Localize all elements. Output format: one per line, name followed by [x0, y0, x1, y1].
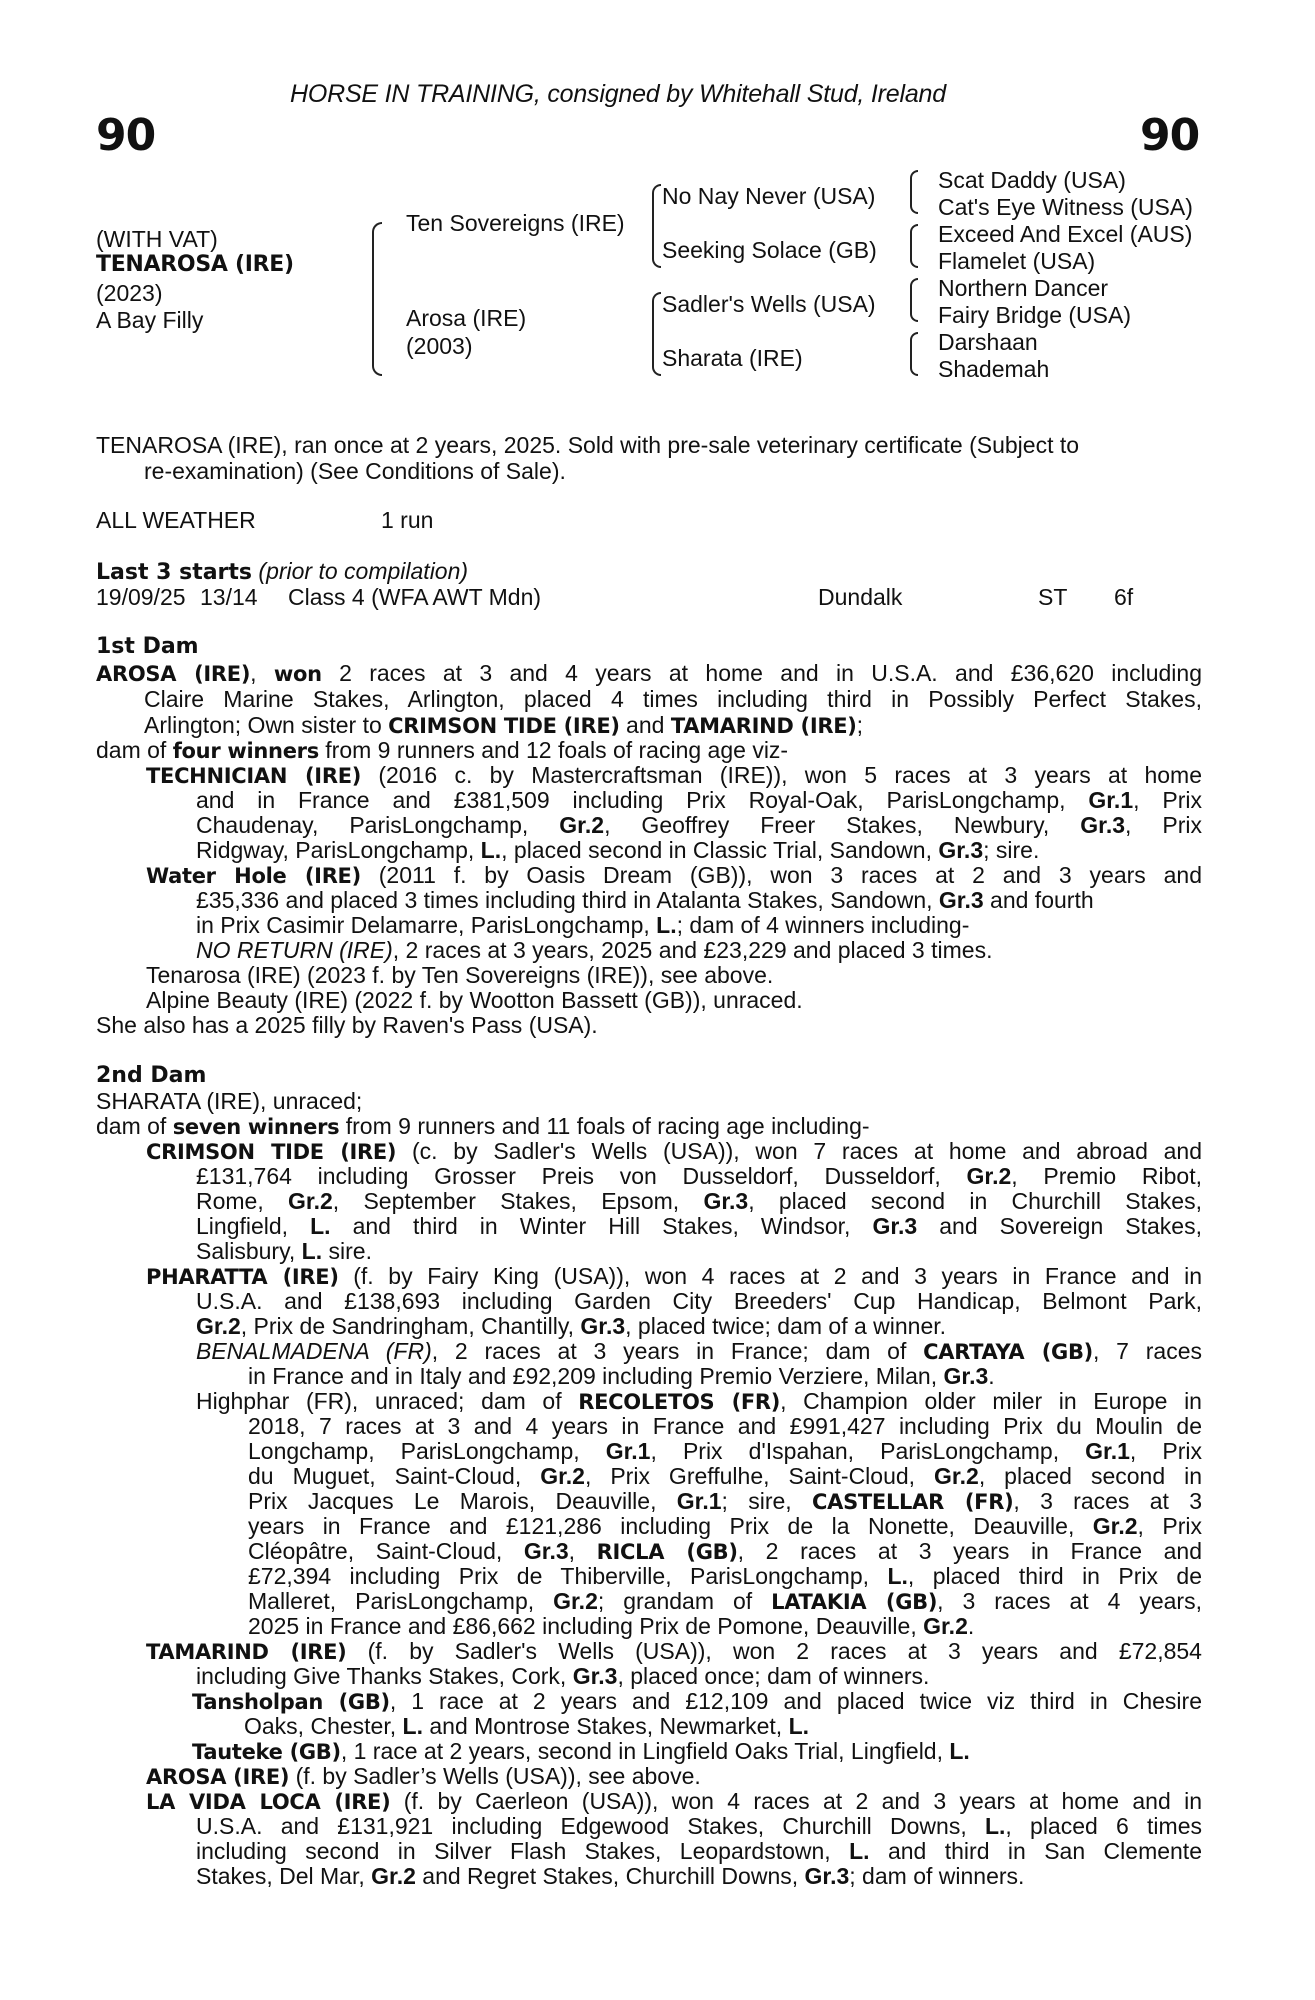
- start-course: Dundalk: [818, 584, 903, 610]
- text: and in France and £381,509 including Prix Royal-Oak, ParisLongchamp,: [196, 787, 1089, 813]
- grade: Gr.2: [196, 1313, 241, 1339]
- text: , 3 races at 4 years,: [937, 1588, 1202, 1614]
- grade: Gr.1: [1088, 787, 1134, 813]
- pedigree-sire-sire: No Nay Never (USA): [662, 183, 876, 209]
- grade: Gr.3: [872, 1213, 918, 1239]
- text: including second in Silver Flash Stakes, Leopardstown,: [196, 1838, 850, 1864]
- text: Stakes, Del Mar,: [196, 1863, 372, 1889]
- second-dam-line-14: 2018, 7 races at 3 and 4 years in France and £991,427 including Prix du Moulin de: [248, 1413, 1202, 1439]
- grade: Gr.2: [934, 1463, 979, 1489]
- text: Oaks, Chester,: [244, 1713, 403, 1739]
- pedigree-g1: Scat Daddy (USA): [938, 167, 1126, 193]
- grade: L.: [849, 1838, 870, 1864]
- grade: Gr.3: [523, 1538, 569, 1564]
- text: including Give Thanks Stakes, Cork,: [196, 1663, 573, 1689]
- pedigree-g8: Shademah: [938, 356, 1050, 382]
- text: , Prix de Sandringham, Chantilly,: [240, 1313, 581, 1339]
- first-dam-line-8: [196, 837, 1039, 863]
- text: (c. by Sadler's Wells (USA)), won 7 races at home and abroad and: [396, 1138, 1202, 1164]
- text: and Sovereign Stakes,: [917, 1213, 1202, 1239]
- second-dam-line-18: [248, 1513, 1202, 1539]
- horse-name: CRIMSON TIDE (IRE): [146, 1140, 397, 1164]
- second-dam-line-19: [248, 1538, 1202, 1564]
- grade: L.: [402, 1713, 423, 1739]
- horse-name: NO RETURN (IRE): [196, 937, 393, 963]
- grade: Gr.2: [371, 1863, 416, 1889]
- last-starts-note: (prior to compilation): [258, 558, 469, 584]
- record-runs: 1 run: [381, 507, 434, 533]
- grade: L.: [310, 1213, 331, 1239]
- text: .: [988, 1363, 995, 1389]
- pedigree-dam-sire: Sadler's Wells (USA): [662, 291, 876, 317]
- first-dam-line-11: [196, 912, 969, 938]
- text: in France and in Italy and £92,209 including Premio Verziere, Milan,: [248, 1363, 944, 1389]
- last-starts-heading: [96, 558, 468, 584]
- pedigree-brace-dam: [652, 292, 661, 376]
- text: , Champion older miler in Europe in: [780, 1388, 1202, 1414]
- horse-name: BENALMADENA (FR): [196, 1338, 432, 1364]
- text: and Regret Stakes, Churchill Downs,: [415, 1863, 805, 1889]
- pedigree-sire: Ten Sovereigns (IRE): [406, 210, 625, 236]
- grade: Gr.2: [288, 1188, 333, 1214]
- text: Malleret, ParisLongchamp,: [248, 1588, 554, 1614]
- horse-year: (2023): [96, 280, 163, 306]
- pedigree-dam-year: (2003): [406, 333, 473, 359]
- intro-line-2: re-examination) (See Conditions of Sale).: [144, 458, 566, 484]
- text: , placed 6 times: [1005, 1813, 1202, 1839]
- grade: Gr.2: [1092, 1513, 1138, 1539]
- pedigree-g6: Fairy Bridge (USA): [938, 302, 1131, 328]
- text: , 2 races at 3 years in France and: [737, 1538, 1203, 1564]
- grade: Gr.2: [559, 812, 605, 838]
- horse-name: TAMARIND (IRE): [146, 1640, 347, 1664]
- text: Salisbury,: [196, 1238, 302, 1264]
- text: from 9 runners and 12 foals of racing age viz-: [318, 737, 789, 763]
- first-dam-line-2: Claire Marine Stakes, Arlington, placed 4 times including third in Possibly Perfect Stakes,: [144, 686, 1202, 712]
- text: ; sire.: [983, 837, 1040, 863]
- text: (f. by Sadler's Wells (USA)), won 2 races at 3 years and £72,854: [346, 1638, 1202, 1664]
- pedigree-brace-g2: [910, 224, 918, 268]
- vat-label: (WITH VAT): [96, 226, 218, 252]
- pedigree-dam: Arosa (IRE): [406, 305, 527, 331]
- text: ; grandam of: [597, 1588, 772, 1614]
- grade: Gr.3: [1080, 812, 1126, 838]
- start-distance: 6f: [1114, 584, 1134, 610]
- grade: L.: [887, 1563, 908, 1589]
- text: , 1 race at 2 years and £12,109 and placed twice viz third in Chesire: [389, 1688, 1202, 1714]
- horse-name: AROSA (IRE): [96, 662, 251, 686]
- pedigree-sire-dam: Seeking Solace (GB): [662, 237, 877, 263]
- text: , Prix Greffulhe, Saint-Cloud,: [584, 1463, 935, 1489]
- text: Chaudenay, ParisLongchamp,: [196, 812, 560, 838]
- pedigree-g5: Northern Dancer: [938, 275, 1109, 301]
- grade: Gr.3: [943, 1363, 989, 1389]
- text: , Prix: [1125, 812, 1202, 838]
- first-dam-line-9: [146, 862, 1202, 888]
- horse-name: LA VIDA LOCA (IRE): [146, 1790, 391, 1814]
- text: , placed second in Classic Trial, Sandown,: [501, 837, 939, 863]
- first-dam-heading: 1st Dam: [96, 634, 199, 659]
- second-dam-line-9: U.S.A. and £138,693 including Garden City Breeders' Cup Handicap, Belmont Park,: [196, 1288, 1202, 1314]
- start-position: 13/14: [200, 584, 258, 610]
- horse-name: CRIMSON TIDE (IRE): [388, 714, 620, 738]
- text: , 1 race at 2 years, second in Lingfield Oaks Trial, Lingfield,: [340, 1738, 950, 1764]
- horse-name: Water Hole (IRE): [146, 864, 361, 888]
- lot-number-left: 90: [96, 110, 156, 161]
- text: , placed once; dam of winners.: [617, 1663, 930, 1689]
- second-dam-line-27: [192, 1738, 970, 1764]
- grade: L.: [984, 1813, 1006, 1839]
- start-race: Class 4 (WFA AWT Mdn): [288, 584, 542, 610]
- text: , 2 races at 3 years, 2025 and £23,229 and placed 3 times.: [392, 937, 993, 963]
- second-dam-line-6: [196, 1213, 1202, 1239]
- text: U.S.A. and £131,921 including Edgewood Stakes, Churchill Downs,: [196, 1813, 985, 1839]
- text: and fourth: [983, 887, 1094, 913]
- second-dam-line-31: [196, 1838, 1202, 1864]
- text: Lingfield,: [196, 1213, 311, 1239]
- text: , 2 races at 3 years in France; dam of: [431, 1338, 924, 1364]
- text: Longchamp, ParisLongchamp,: [248, 1438, 606, 1464]
- text: , placed second in: [978, 1463, 1202, 1489]
- second-dam-line-10: [196, 1313, 946, 1339]
- emphasis: seven winners: [172, 1115, 340, 1139]
- second-dam-line-1: SHARATA (IRE), unraced;: [96, 1088, 363, 1114]
- grade: Gr.3: [938, 887, 984, 913]
- pedigree-brace-gen1: [372, 222, 382, 376]
- text: , Prix: [1133, 787, 1202, 813]
- grade: Gr.2: [966, 1163, 1012, 1189]
- text: 2025 in France and £86,662 including Prix de Pomone, Deauville,: [248, 1613, 924, 1639]
- second-dam-line-23: [146, 1638, 1202, 1664]
- text: , placed third in Prix de: [907, 1563, 1202, 1589]
- second-dam-line-7: [196, 1238, 372, 1264]
- horse-name: TENAROSA (IRE): [96, 252, 294, 277]
- first-dam-line-1: [96, 660, 1202, 686]
- pedigree-g3: Exceed And Excel (AUS): [938, 221, 1193, 247]
- text: and: [619, 712, 671, 738]
- text: in Prix Casimir Delamarre, ParisLongchamp,: [196, 912, 657, 938]
- pedigree-brace-g1: [910, 170, 918, 214]
- last-starts-title: Last 3 starts: [96, 560, 253, 585]
- first-dam-line-4: [96, 737, 788, 763]
- grade: Gr.3: [580, 1313, 626, 1339]
- lot-number-right: 90: [1140, 110, 1200, 161]
- horse-name: TECHNICIAN (IRE): [146, 764, 362, 788]
- second-dam-line-12: [248, 1363, 995, 1389]
- text: , 3 races at 3: [1013, 1488, 1202, 1514]
- second-dam-line-25: [192, 1688, 1202, 1714]
- text: Cléopâtre, Saint-Cloud,: [248, 1538, 524, 1564]
- horse-name: RICLA (GB): [596, 1540, 738, 1564]
- grade: L.: [301, 1238, 323, 1264]
- pedigree-g7: Darshaan: [938, 329, 1038, 355]
- horse-name: CASTELLAR (FR): [812, 1490, 1014, 1514]
- text: ,: [568, 1538, 597, 1564]
- text: 2 races at 3 and 4 years at home and in U.S.A. and £36,620 including: [321, 660, 1203, 686]
- text: dam of: [96, 737, 173, 763]
- text: ;: [856, 712, 863, 738]
- text: from 9 runners and 11 foals of racing age including-: [339, 1113, 870, 1139]
- text: (f. by Fairy King (USA)), won 4 races at 2 and 3 years in France and in: [338, 1263, 1202, 1289]
- text: ; sire,: [721, 1488, 812, 1514]
- text: , Prix: [1129, 1438, 1202, 1464]
- second-dam-line-13: [196, 1388, 1202, 1414]
- text: du Muguet, Saint-Cloud,: [248, 1463, 541, 1489]
- text: (f. by Sadler’s Wells (USA)), see above.: [289, 1763, 701, 1789]
- text: dam of: [96, 1113, 173, 1139]
- text: , Premio Ribot,: [1011, 1163, 1202, 1189]
- horse-description: A Bay Filly: [96, 307, 204, 333]
- first-dam-line-7: [196, 812, 1202, 838]
- text: , Geoffrey Freer Stakes, Newbury,: [604, 812, 1081, 838]
- first-dam-line-5: [146, 762, 1202, 788]
- horse-name: AROSA (IRE): [146, 1765, 290, 1789]
- text: ; dam of 4 winners including-: [676, 912, 970, 938]
- first-dam-line-14: Alpine Beauty (IRE) (2022 f. by Wootton Bassett (GB)), unraced.: [146, 987, 803, 1013]
- second-dam-line-30: [196, 1813, 1202, 1839]
- horse-name: LATAKIA (GB): [771, 1590, 938, 1614]
- first-dam-line-6: [196, 787, 1202, 813]
- pedigree-g4: Flamelet (USA): [938, 248, 1096, 274]
- second-dam-line-29: [146, 1788, 1202, 1814]
- second-dam-line-22: [248, 1613, 974, 1639]
- text: , 7 races: [1092, 1338, 1202, 1364]
- second-dam-line-15: [248, 1438, 1202, 1464]
- grade: Gr.3: [804, 1863, 850, 1889]
- text: Rome,: [196, 1188, 289, 1214]
- text: .: [967, 1613, 975, 1639]
- grade: Gr.3: [572, 1663, 618, 1689]
- text: Prix Jacques Le Marois, Deauville,: [248, 1488, 677, 1514]
- record-surface: ALL WEATHER: [96, 507, 256, 533]
- second-dam-heading: 2nd Dam: [96, 1063, 207, 1088]
- second-dam-line-26: [244, 1713, 809, 1739]
- second-dam-line-24: [196, 1663, 929, 1689]
- pedigree-brace-g3: [910, 278, 918, 322]
- first-dam-line-10: [196, 887, 1094, 913]
- pedigree-brace-sire: [652, 184, 661, 268]
- grade: L.: [656, 912, 677, 938]
- text: years in France and £121,286 including Prix de la Nonette, Deauville,: [248, 1513, 1093, 1539]
- text: sire.: [322, 1238, 372, 1264]
- grade: Gr.2: [923, 1613, 968, 1639]
- text: and third in San Clemente: [869, 1838, 1202, 1864]
- horse-name: Tansholpan (GB): [192, 1690, 390, 1714]
- horse-name: CARTAYA (GB): [923, 1340, 1093, 1364]
- start-going: ST: [1038, 584, 1068, 610]
- second-dam-line-8: [146, 1263, 1202, 1289]
- first-dam-line-13: Tenarosa (IRE) (2023 f. by Ten Sovereigns (IRE)), see above.: [146, 962, 774, 988]
- text: £131,764 including Grosser Preis von Dusseldorf, Dusseldorf,: [196, 1163, 967, 1189]
- text: £35,336 and placed 3 times including third in Atalanta Stakes, Sandown,: [196, 887, 939, 913]
- grade: L.: [480, 837, 502, 863]
- text: and third in Winter Hill Stakes, Windsor,: [330, 1213, 873, 1239]
- emphasis: four winners: [172, 739, 319, 763]
- text: and Montrose Stakes, Newmarket,: [422, 1713, 789, 1739]
- grade: Gr.3: [703, 1188, 749, 1214]
- second-dam-line-2: [96, 1113, 870, 1139]
- second-dam-line-3: [146, 1138, 1202, 1164]
- text: £72,394 including Prix de Thiberville, ParisLongchamp,: [248, 1563, 888, 1589]
- text: Arlington; Own sister to: [144, 712, 389, 738]
- first-dam-line-15: She also has a 2025 filly by Raven's Pass (USA).: [96, 1012, 598, 1038]
- second-dam-line-4: [196, 1163, 1202, 1189]
- grade: Gr.1: [605, 1438, 651, 1464]
- grade: L.: [788, 1713, 810, 1739]
- text: (f. by Caerleon (USA)), won 4 races at 2 and 3 years at home and in: [390, 1788, 1202, 1814]
- horse-name: PHARATTA (IRE): [146, 1265, 339, 1289]
- text: , September Stakes, Epsom,: [332, 1188, 704, 1214]
- second-dam-line-28: [146, 1763, 701, 1789]
- second-dam-line-17: [248, 1488, 1202, 1514]
- pedigree-brace-g4: [910, 332, 918, 376]
- second-dam-line-5: [196, 1188, 1202, 1214]
- text: Highphar (FR), unraced; dam of: [196, 1388, 579, 1414]
- start-date: 19/09/25: [96, 584, 186, 610]
- emphasis: won: [273, 662, 322, 686]
- horse-name: Tauteke (GB): [192, 1740, 341, 1764]
- text: Ridgway, ParisLongchamp,: [196, 837, 481, 863]
- horse-name: TAMARIND (IRE): [670, 714, 857, 738]
- first-dam-line-3: [144, 712, 863, 738]
- horse-name: RECOLETOS (FR): [578, 1390, 781, 1414]
- page-header-title: HORSE IN TRAINING, consigned by Whitehall Stud, Ireland: [290, 80, 946, 108]
- text: (2011 f. by Oasis Dream (GB)), won 3 races at 2 and 3 years and: [360, 862, 1202, 888]
- text: (2016 c. by Mastercraftsman (IRE)), won 5 races at 3 years at home: [361, 762, 1202, 788]
- text: ; dam of winners.: [849, 1863, 1025, 1889]
- text: , placed second in Churchill Stakes,: [748, 1188, 1202, 1214]
- grade: Gr.2: [540, 1463, 585, 1489]
- grade: Gr.1: [676, 1488, 722, 1514]
- text: , placed twice; dam of a winner.: [625, 1313, 947, 1339]
- grade: Gr.2: [553, 1588, 598, 1614]
- pedigree-g2: Cat's Eye Witness (USA): [938, 194, 1193, 220]
- grade: L.: [949, 1738, 970, 1764]
- text: , Prix: [1137, 1513, 1202, 1539]
- intro-line-1: TENAROSA (IRE), ran once at 2 years, 2025. Sold with pre-sale veterinary certificate (Subject to: [96, 432, 1080, 458]
- text: , Prix d'Ispahan, ParisLongchamp,: [650, 1438, 1086, 1464]
- second-dam-line-21: [248, 1588, 1202, 1614]
- second-dam-line-16: [248, 1463, 1202, 1489]
- pedigree-dam-dam: Sharata (IRE): [662, 345, 803, 371]
- second-dam-line-11: [196, 1338, 1202, 1364]
- second-dam-line-32: [196, 1863, 1024, 1889]
- grade: Gr.1: [1085, 1438, 1130, 1464]
- text: ,: [250, 660, 274, 686]
- second-dam-line-20: [248, 1563, 1202, 1589]
- grade: Gr.3: [938, 837, 984, 863]
- first-dam-line-12: [196, 937, 992, 963]
